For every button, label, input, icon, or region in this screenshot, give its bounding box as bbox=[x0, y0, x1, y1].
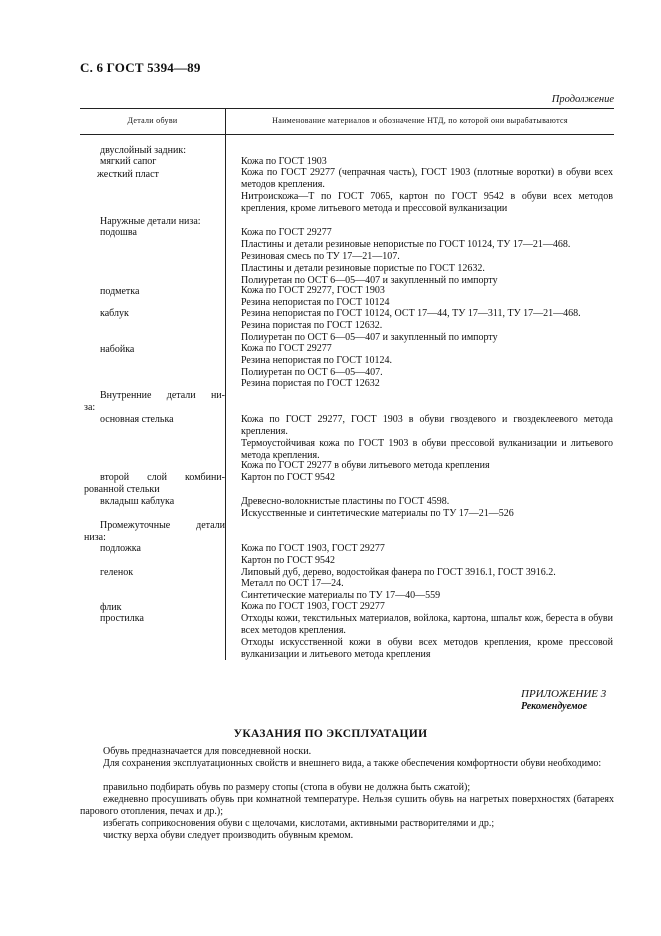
table-row-material: Термоустойчивая кожа по ГОСТ 1903 в обуви прессовой вулканизации и литьевого метода крепления. bbox=[241, 438, 613, 461]
table-row-material: Синтетические материалы по ТУ 17—40—559 bbox=[241, 590, 441, 601]
table-header-rule bbox=[80, 134, 614, 135]
table-row-label: Промежуточные детали bbox=[100, 520, 225, 531]
table-row-material: Пластины и детали резиновые пористые по ГОСТ 12632. bbox=[241, 263, 485, 274]
table-row-material: Резина непористая по ГОСТ 10124. bbox=[241, 355, 393, 366]
table-row-label: двуслойный задник: bbox=[100, 145, 186, 156]
table-row-label: геленок bbox=[100, 567, 134, 578]
table-row-material: Кожа по ГОСТ 29277 в обуви литьевого метода крепления bbox=[241, 460, 490, 471]
table-column-divider bbox=[225, 108, 226, 660]
table-header-materials: Наименование материалов и обозначение НТД, по которой они вырабатываются bbox=[272, 116, 568, 125]
table-row-label: мягкий сапог bbox=[100, 156, 157, 167]
table-row-material: Кожа по ГОСТ 29277 bbox=[241, 227, 332, 238]
table-top-rule bbox=[80, 108, 614, 109]
table-row-label: жесткий пласт bbox=[97, 169, 159, 180]
table-row-material: Полиуретан по ОСТ 6—05—407 и закупленный по импорту bbox=[241, 332, 498, 343]
table-row-label: вкладыш каблука bbox=[100, 496, 175, 507]
table-row-material: Кожа по ГОСТ 29277 bbox=[241, 343, 332, 354]
table-row-material: Кожа по ГОСТ 1903, ГОСТ 29277 bbox=[241, 601, 385, 612]
table-row-material: Древесно-волокнистые пластины по ГОСТ 4598. bbox=[241, 496, 450, 507]
table-row-material: Кожа по ГОСТ 29277, ГОСТ 1903 в обуви гвоздевого и гвоздеклеевого метода крепления. bbox=[241, 414, 613, 437]
paragraph: чистку верха обуви следует производить обувным кремом. bbox=[103, 830, 354, 841]
table-row-material: Пластины и детали резиновые непористые по ГОСТ 10124, ТУ 17—21—468. bbox=[241, 239, 571, 250]
table-row-label: низа: bbox=[84, 532, 106, 543]
table-row-material: Картон по ГОСТ 9542 bbox=[241, 555, 335, 566]
paragraph: Для сохранения эксплуатационных свойств и внешнего вида, а также обеспечения комфортности обуви необходимо: bbox=[103, 758, 602, 769]
page-header: С. 6 ГОСТ 5394—89 bbox=[80, 60, 201, 75]
table-row-material: Липовый дуб, дерево, водостойкая фанера по ГОСТ 3916.1, ГОСТ 3916.2. bbox=[241, 567, 556, 578]
table-row-material: Картон по ГОСТ 9542 bbox=[241, 472, 335, 483]
table-row-material: Нитроискожа—Т по ГОСТ 7065, картон по ГОСТ 9542 в обуви всех методов крепления, кроме литьевого метода и прессовой вулканизации bbox=[241, 191, 613, 214]
table-header-parts: Детали обуви bbox=[127, 116, 178, 125]
table-row-material: Резина непористая по ГОСТ 10124 bbox=[241, 297, 390, 308]
table-row-label: подложка bbox=[100, 543, 141, 554]
section-title: УКАЗАНИЯ ПО ЭКСПЛУАТАЦИИ bbox=[233, 728, 428, 740]
continued-label: Продолжение bbox=[551, 94, 614, 105]
table-row-material: Искусственные и синтетические материалы по ТУ 17—21—526 bbox=[241, 508, 514, 519]
paragraph: ежедневно просушивать обувь при комнатной температуре. Нельзя сушить обувь на нагретых поверхностях (батареях парового отопления, печах и др.); bbox=[80, 794, 614, 817]
table-row-label: Внутренние детали ни- bbox=[100, 390, 225, 401]
table-row-material: Резина непористая по ГОСТ 10124, ОСТ 17—44, ТУ 17—311, ТУ 17—21—468. bbox=[241, 308, 581, 319]
table-row-material: Резина пористая по ГОСТ 12632 bbox=[241, 378, 380, 389]
table-row-material: Металл по ОСТ 17—24. bbox=[241, 578, 344, 589]
table-row-material: Отходы кожи, текстильных материалов, войлока, картона, шпальт кож, береста в обуви всех методов крепления. bbox=[241, 613, 613, 636]
table-row-label: за: bbox=[84, 402, 96, 413]
table-row-label: простилка bbox=[100, 613, 144, 624]
table-row-label: второй слой комбини- bbox=[100, 472, 225, 483]
appendix-title: ПРИЛОЖЕНИЕ 3 bbox=[521, 688, 607, 700]
table-row-material: Кожа по ГОСТ 1903 bbox=[241, 156, 327, 167]
appendix-label bbox=[521, 688, 606, 712]
table-row-label: набойка bbox=[100, 344, 135, 355]
appendix-subtitle: Рекомендуемое bbox=[521, 701, 588, 712]
table-row-label: рованной стельки bbox=[84, 484, 160, 495]
paragraph: Обувь предназначается для повседневной носки. bbox=[103, 746, 312, 757]
materials-table bbox=[80, 108, 614, 660]
paragraph: правильно подбирать обувь по размеру стопы (стопа в обуви не должна быть сжатой); bbox=[103, 782, 471, 793]
table-row-label: подметка bbox=[100, 286, 140, 297]
table-row-label: флик bbox=[100, 602, 122, 613]
paragraph: избегать соприкосновения обуви с щелочами, кислотами, активными растворителями и др.; bbox=[103, 818, 495, 829]
table-row-label: каблук bbox=[100, 308, 129, 319]
table-row-material: Полиуретан по ОСТ 6—05—407. bbox=[241, 367, 383, 378]
table-row-material: Резина пористая по ГОСТ 12632. bbox=[241, 320, 383, 331]
table-row-label: Наружные детали низа: bbox=[100, 216, 201, 227]
table-row-label: основная стелька bbox=[100, 414, 174, 425]
table-row-material: Кожа по ГОСТ 29277 (чепрачная часть), ГОСТ 1903 (плотные воротки) в обуви всех методов крепления. bbox=[241, 167, 613, 190]
table-row-material: Кожа по ГОСТ 1903, ГОСТ 29277 bbox=[241, 543, 385, 554]
table-row-material: Отходы искусственной кожи в обуви всех методов крепления, кроме прессовой вулканизации и литьевого метода крепления bbox=[241, 637, 613, 660]
table-row-material: Резиновая смесь по ТУ 17—21—107. bbox=[241, 251, 400, 262]
table-row-label: подошва bbox=[100, 227, 137, 238]
table-row-material: Кожа по ГОСТ 29277, ГОСТ 1903 bbox=[241, 285, 385, 296]
table-row-material: Полиуретан по ОСТ 6—05—407 и закупленный по импорту bbox=[241, 275, 498, 286]
